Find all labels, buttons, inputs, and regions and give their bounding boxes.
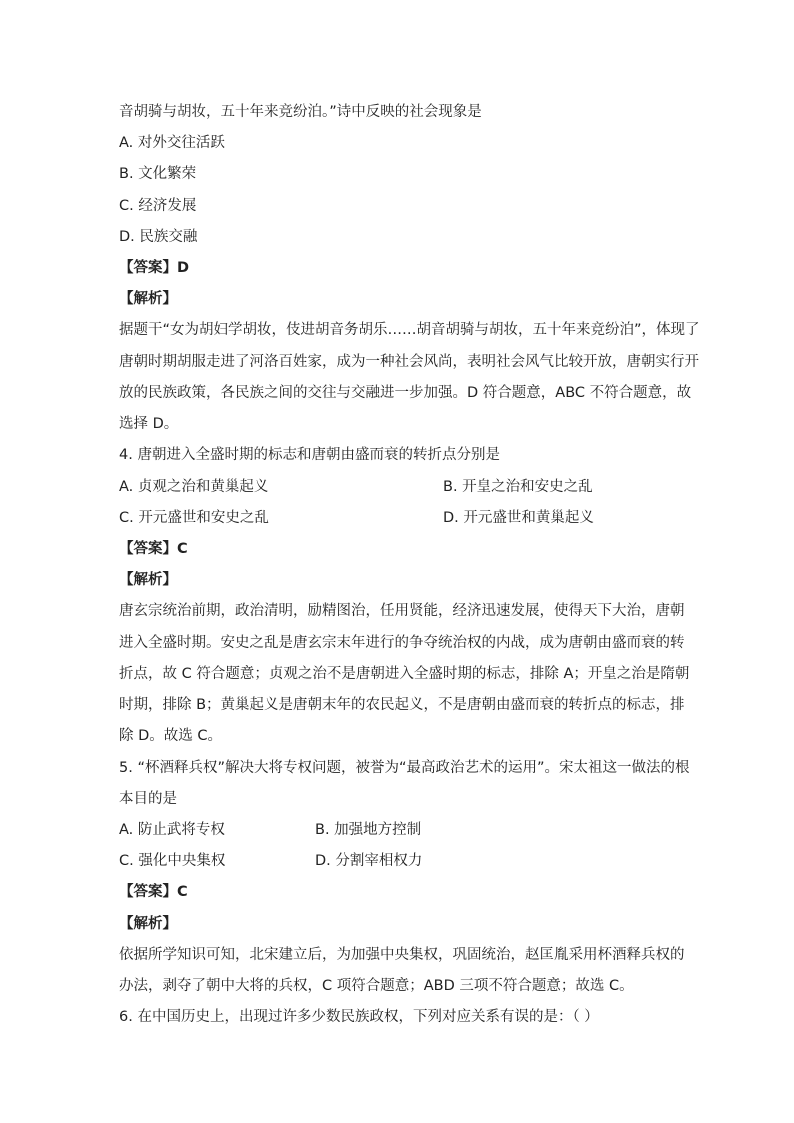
- q5-analysis-line: 依据所学知识可知，北宋建立后，为加强中央集权，巩固统治，赵匡胤采用杯酒释兵权的: [119, 947, 685, 963]
- q5-option-a: A. 防止武将专权: [119, 822, 225, 838]
- question-4-stem: 4. 唐朝进入全盛时期的标志和唐朝由盛而衰的转折点分别是: [119, 447, 500, 463]
- q4-option-c: C. 开元盛世和安史之乱: [119, 510, 269, 526]
- q5-option-c: C. 强化中央集权: [119, 853, 226, 869]
- q5-analysis-heading: 【解析】: [119, 916, 177, 932]
- question-5-stem: 5. “杯酒释兵权”解决大将专权问题，被誉为“最高政治艺术的运用”。宋太祖这一做法的根: [119, 760, 690, 776]
- question-6-stem: 6. 在中国历史上，出现过许多少数民族政权，下列对应关系有误的是：（ ）: [119, 1009, 599, 1025]
- q4-analysis-line: 除 D。故选 C。: [119, 728, 223, 744]
- q3-option-c: C. 经济发展: [119, 198, 197, 214]
- q5-analysis-line: 办法，剥夺了朝中大将的兵权，C 项符合题意；ABD 三项不符合题意；故选 C。: [119, 978, 634, 994]
- q3-analysis-line: 选择 D。: [119, 416, 179, 432]
- q3-analysis-line: 据题干“女为胡妇学胡妆，伎进胡音务胡乐……胡音胡骑与胡妆，五十年来竞纷泊”，体现了: [119, 322, 700, 338]
- q4-analysis-line: 唐玄宗统治前期，政治清明，励精图治，任用贤能，经济迅速发展，使得天下大治，唐朝: [119, 603, 685, 619]
- q5-option-d: D. 分割宰相权力: [315, 853, 423, 869]
- q3-analysis-heading: 【解析】: [119, 291, 177, 307]
- q3-option-a: A. 对外交往活跃: [119, 135, 225, 151]
- q4-analysis-line: 进入全盛时期。安史之乱是唐玄宗末年进行的争夺统治权的内战，成为唐朝由盛而衰的转: [119, 635, 685, 651]
- q5-option-b: B. 加强地方控制: [315, 822, 422, 838]
- question-5-stem-cont: 本目的是: [119, 791, 177, 807]
- q4-option-a: A. 贞观之治和黄巢起义: [119, 479, 269, 495]
- q4-answer: 【答案】C: [119, 541, 188, 557]
- q3-option-b: B. 文化繁荣: [119, 166, 197, 182]
- q4-analysis-line: 时期，排除 B；黄巢起义是唐朝末年的农民起义，不是唐朝由盛而衰的转折点的标志，排: [119, 697, 685, 713]
- q3-answer: 【答案】D: [119, 260, 190, 276]
- q5-answer: 【答案】C: [119, 884, 188, 900]
- q3-analysis-line: 唐朝时期胡服走进了河洛百姓家，成为一种社会风尚，表明社会风气比较开放，唐朝实行开: [119, 354, 699, 370]
- q4-option-b: B. 开皇之治和安史之乱: [443, 479, 593, 495]
- q4-analysis-heading: 【解析】: [119, 572, 177, 588]
- q3-analysis-line: 放的民族政策，各民族之间的交往与交融进一步加强。D 符合题意，ABC 不符合题意，故: [119, 385, 692, 401]
- question-3-stem-tail: 音胡骑与胡妆，五十年来竞纷泊。”诗中反映的社会现象是: [119, 104, 482, 120]
- q3-option-d: D. 民族交融: [119, 229, 198, 245]
- q4-analysis-line: 折点，故 C 符合题意；贞观之治不是唐朝进入全盛时期的标志，排除 A；开皇之治是隋朝: [119, 666, 690, 682]
- q4-option-d: D. 开元盛世和黄巢起义: [443, 510, 594, 526]
